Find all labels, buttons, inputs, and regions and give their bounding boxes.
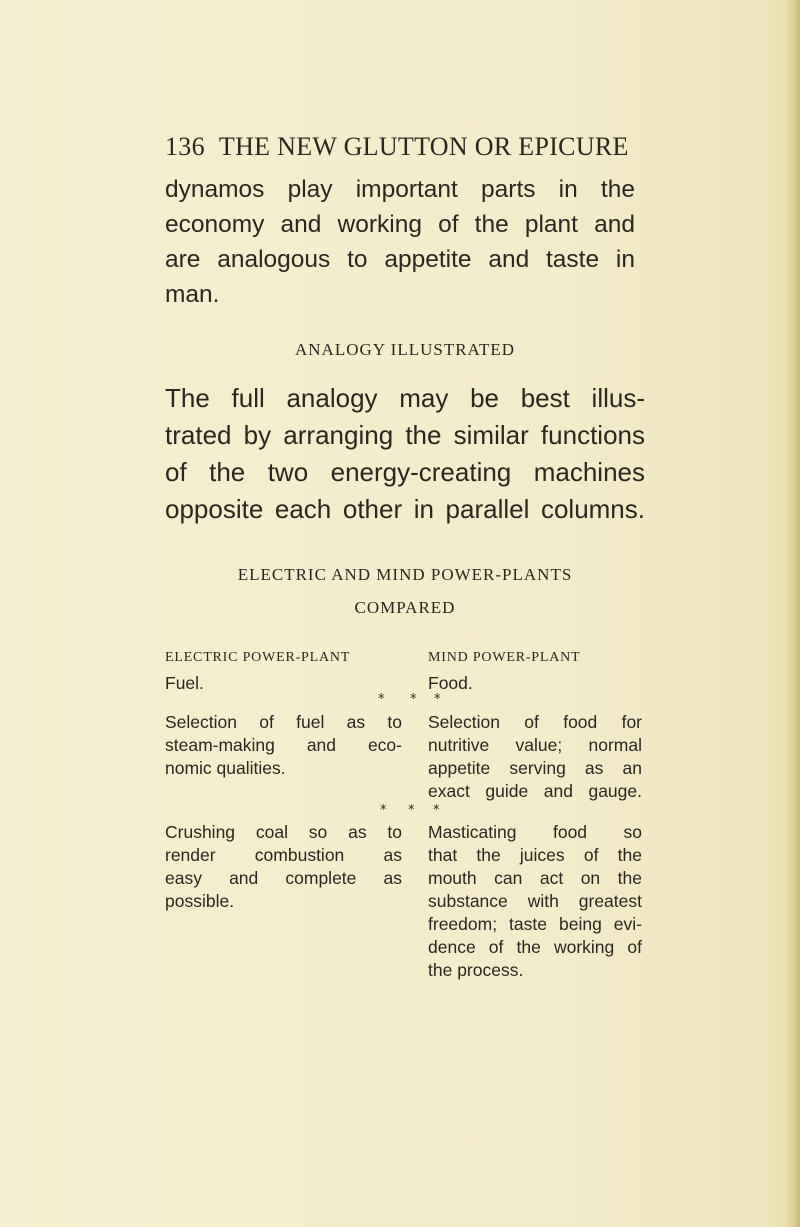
text-line: the process. (428, 960, 524, 980)
text-line: Food. (428, 673, 473, 693)
intro-paragraph (165, 172, 635, 312)
text-line: man. (165, 281, 220, 308)
text-line: mouth can act on the (428, 868, 642, 888)
text-line: trated by arranging the similar functions (165, 420, 645, 450)
left-cell-fuel (165, 672, 402, 695)
text-line: that the juices of the (428, 845, 642, 865)
text-line: dence of the working of (428, 937, 642, 957)
running-title: THE NEW GLUTTON OR EPICURE (218, 132, 629, 161)
page-number: 136 (165, 132, 205, 161)
text-line: exact guide and gauge. (428, 781, 642, 801)
separator-asterisk: * (378, 692, 385, 707)
separator-asterisk: * (410, 692, 417, 707)
left-cell-selection (165, 711, 402, 780)
analogy-paragraph (165, 380, 645, 528)
text-line: substance with greatest (428, 891, 642, 911)
text-line: Selection of food for (428, 712, 642, 732)
section-heading: ANALOGY ILLUSTRATED (295, 340, 515, 359)
text-line: Selection of fuel as to (165, 712, 402, 732)
text-line: are analogous to appetite and taste in (165, 246, 635, 273)
right-cell-selection (428, 711, 642, 803)
text-line: dynamos play important parts in the (165, 176, 635, 203)
text-line: nutritive value; normal (428, 735, 642, 755)
page-edge-shadow (786, 0, 800, 1227)
text-line: of the two energy-creating machines (165, 457, 645, 487)
separator-asterisk: * (408, 803, 415, 818)
text-line: Masticating food so (428, 822, 642, 842)
running-header (165, 132, 645, 162)
table-subtitle: COMPARED (354, 598, 456, 617)
text-line: nomic qualities. (165, 758, 286, 778)
text-line: render combustion as (165, 845, 402, 865)
text-line: appetite serving as an (428, 758, 642, 778)
right-cell-food (428, 672, 642, 695)
right-column-heading: MIND POWER-PLANT (428, 650, 581, 665)
text-line: steam-making and eco- (165, 735, 402, 755)
text-line: freedom; taste being evi- (428, 914, 642, 934)
text-line: Crushing coal so as to (165, 822, 402, 842)
table-title: ELECTRIC AND MIND POWER-PLANTS (237, 565, 573, 584)
text-line: The full analogy may be best illus- (165, 383, 645, 413)
text-line: easy and complete as (165, 868, 402, 888)
separator-asterisk: * (380, 803, 387, 818)
text-line: economy and working of the plant and (165, 211, 635, 238)
right-cell-masticating (428, 821, 642, 982)
separator-asterisk: * (434, 692, 441, 707)
text-line: Fuel. (165, 673, 204, 693)
text-line: opposite each other in parallel columns. (165, 494, 645, 524)
text-line: possible. (165, 891, 235, 911)
separator-asterisk: * (433, 803, 440, 818)
left-cell-crushing (165, 821, 402, 913)
left-column-heading: ELECTRIC POWER-PLANT (165, 650, 351, 665)
